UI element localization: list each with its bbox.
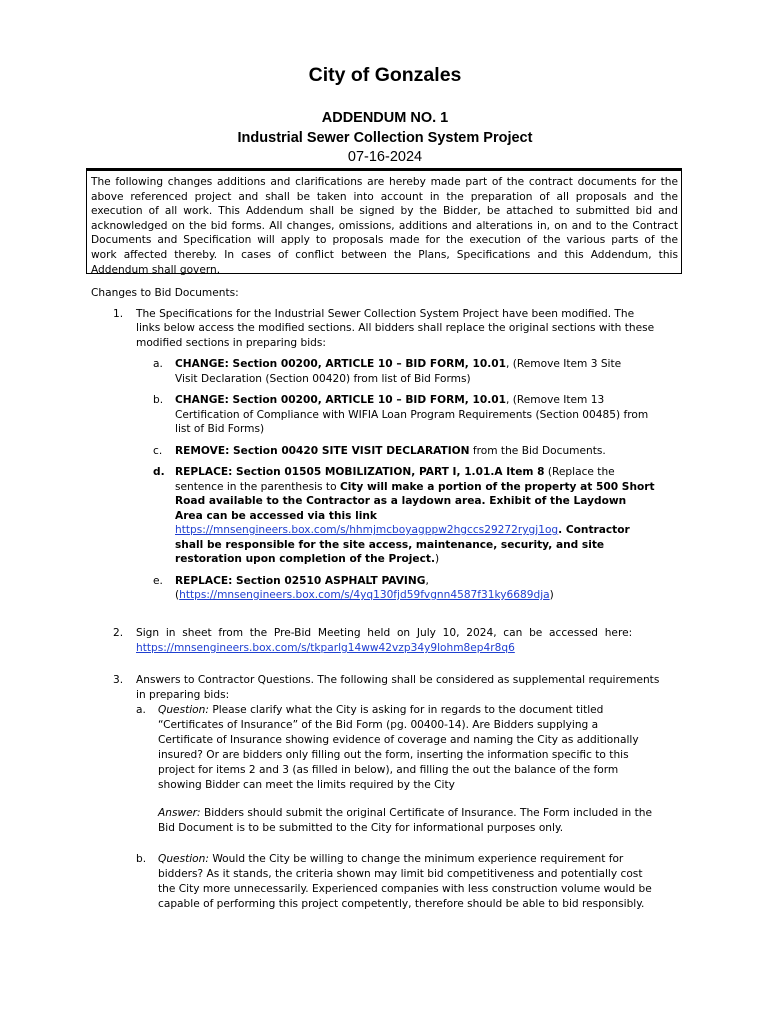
changes-heading: Changes to Bid Documents: [91,287,239,299]
subitem-d-line: REPLACE: Section 01505 MOBILIZATION, PART I, 1.01.A Item 8 (Replace the [175,466,615,478]
subitem-d-line: https://mnsengineers.box.com/s/hhmjmcboyagppw2hgccs29272rygj1og. Contractor [175,524,630,536]
subitem-letter: d. [153,466,165,478]
subitem-letter: a. [153,358,163,370]
intro-line: work affected thereby. In cases of conflict between the Plans, Specifications and this Addendum, this [91,248,678,261]
subitem-e-line: (https://mnsengineers.box.com/s/4yq130fjd59fvgnn4587f31ky6689dja) [175,589,554,601]
question-line: Certificate of Insurance showing evidence of coverage and naming the City as additionally [158,734,639,746]
subitem-letter: b. [153,394,164,406]
subitem-d-line: sentence in the parenthesis to City will make a portion of the property at 500 Short [175,481,655,493]
question-line: bidders? As it stands, the criteria shown may limit bid competitiveness and potentially cost [158,868,643,880]
intro-line: above referenced project and shall be taken into account in the preparation of all proposals and the [91,190,678,203]
project-name: Industrial Sewer Collection System Project [237,130,533,146]
item-number: 2. [113,627,124,639]
subitem-d-line: restoration upon completion of the Project.) [175,553,440,565]
question-line: the City more unnecessarily. Experienced companies with less construction volume would be [158,883,652,895]
document-title: City of Gonzales [308,64,462,86]
intro-line: execution of all work. This Addendum shall be signed by the Bidder, be attached to submitted bid and [91,205,678,218]
subitem-a-line: CHANGE: Section 00200, ARTICLE 10 – BID FORM, 10.01, (Remove Item 3 Site [175,358,622,370]
answer-line: Answer: Bidders should submit the original Certificate of Insurance. The Form included in the [158,807,652,819]
subitem-letter: c. [153,445,163,457]
subitem-letter: e. [153,575,163,587]
intro-line: acknowledged on the bid forms. All changes, omissions, additions and alterations in, on and to the Contract [91,219,678,232]
subitem-letter: b. [136,853,147,865]
addendum-number: ADDENDUM NO. 1 [321,110,449,126]
subitem-b-line: CHANGE: Section 00200, ARTICLE 10 – BID FORM, 10.01, (Remove Item 13 [175,394,605,406]
subitem-a-line: Visit Declaration (Section 00420) from list of Bid Forms) [175,373,471,385]
question-line: Question: Please clarify what the City is asking for in regards to the document titled [158,704,604,716]
item-number: 1. [113,308,124,320]
item3-line: in preparing bids: [136,689,230,701]
item1-line: modified sections in preparing bids: [136,337,326,349]
question-line: project for items 2 and 3 (as filled in below), and filling the out the balance of the form [158,764,619,776]
item-number: 3. [113,674,124,686]
signin-sheet-link[interactable]: https://mnsengineers.box.com/s/tkparlg14ww42vzp34y9lohm8ep4r8q6 [136,642,515,654]
subitem-d-line: shall be responsible for the site access, maintenance, security, and site [175,539,605,551]
item3-line: Answers to Contractor Questions. The following shall be considered as supplemental requirements [136,674,660,686]
subitem-b-line: Certification of Compliance with WIFIA Loan Program Requirements (Section 00485) from [175,409,649,421]
subitem-letter: a. [136,704,146,716]
intro-box [86,168,682,274]
subitem-d-line: Road available to the Contractor as a laydown area. Exhibit of the Laydown [175,495,627,507]
intro-line: The following changes additions and clarifications are hereby made part of the contract documents for the [91,176,678,188]
laydown-exhibit-link[interactable]: https://mnsengineers.box.com/s/hhmjmcboyagppw2hgccs29272rygj1og [175,524,559,536]
question-line: showing Bidder can meet the limits required by the City [158,779,455,791]
question-line: “Certificates of Insurance” of the Bid Form (pg. 00400-14). Are Bidders supplying a [158,719,599,731]
subitem-e-line: REPLACE: Section 02510 ASPHALT PAVING, [175,575,429,587]
subitem-b-line: list of Bid Forms) [175,423,265,435]
question-line: capable of performing this project competently, therefore should be able to bid responsibly. [158,898,645,910]
intro-line: Documents and Specification will apply to proposals made for the execution of the various parts of the [91,234,678,247]
item1-line: The Specifications for the Industrial Sewer Collection System Project have been modified. The [136,308,635,320]
item2-line: Sign in sheet from the Pre-Bid Meeting held on July 10, 2024, can be accessed here: [136,627,633,639]
question-line: insured? Or are bidders only filling out the form, inserting the information specific to this [158,749,629,761]
answer-line: Bid Document is to be submitted to the City for informational purposes only. [158,822,564,834]
addendum-date: 07-16-2024 [347,149,423,165]
question-line: Question: Would the City be willing to change the minimum experience requirement for [158,853,624,865]
item1-line: links below access the modified sections. All bidders shall replace the original sections with these [136,322,655,334]
asphalt-paving-link[interactable]: https://mnsengineers.box.com/s/4yq130fjd59fvgnn4587f31ky6689dja [179,589,550,601]
subitem-c-line: REMOVE: Section 00420 SITE VISIT DECLARATION from the Bid Documents. [175,445,606,457]
subitem-d-line: Area can be accessed via this link [175,510,377,522]
intro-line: Addendum shall govern. [91,263,221,276]
